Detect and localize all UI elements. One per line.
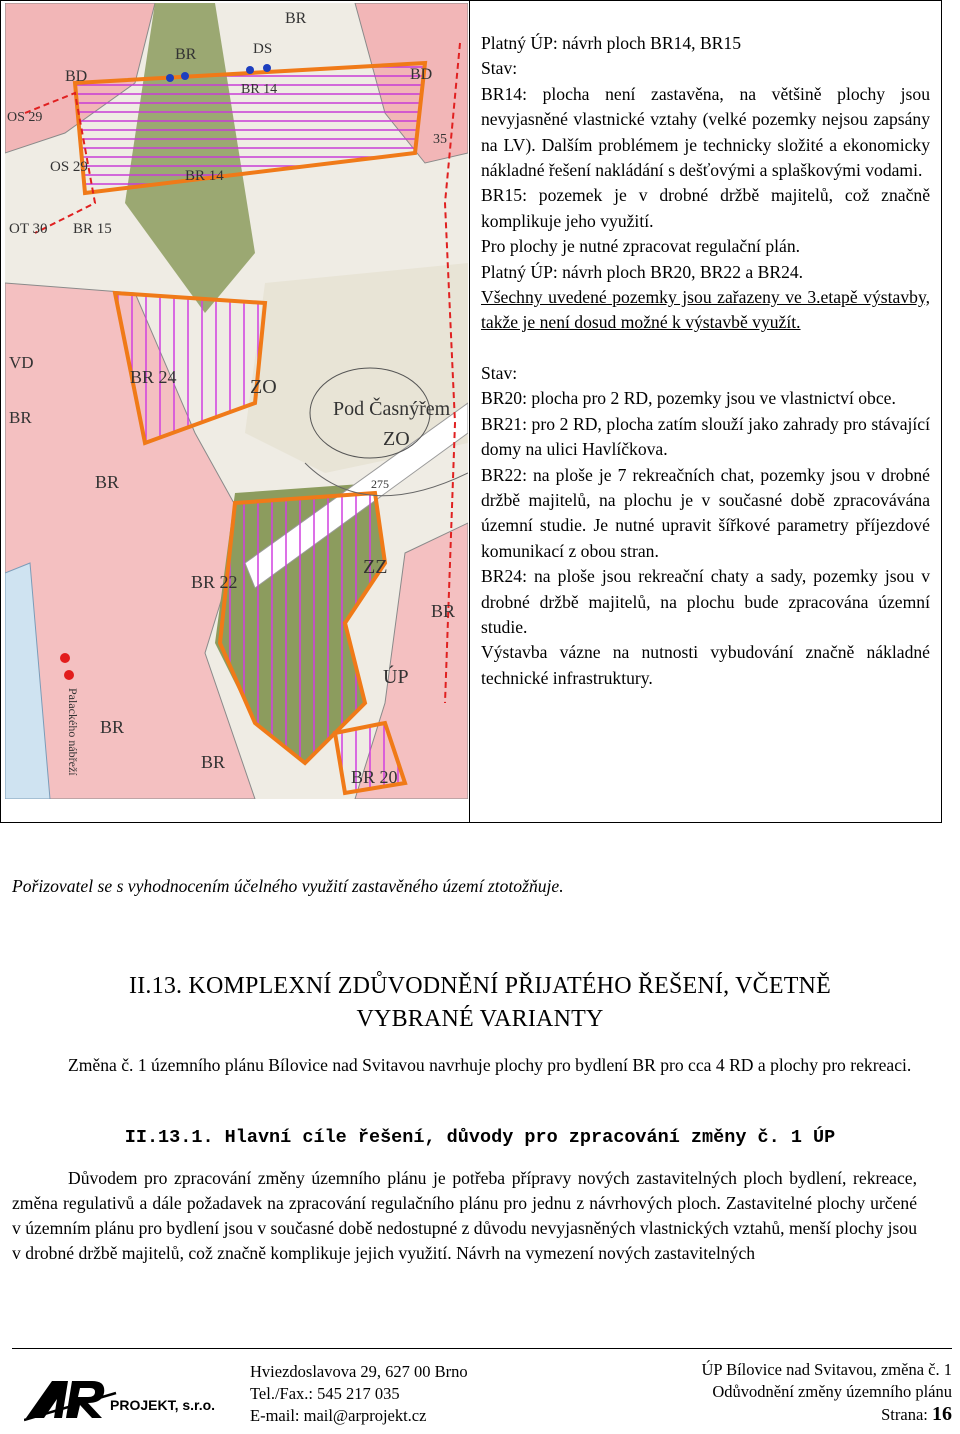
map-label-os: OS 29 <box>7 110 43 125</box>
conclusion-text: Pořizovatel se s vyhodnocením účelného využití zastavěného území ztotožňuje. <box>12 876 564 896</box>
map-label-zo: ZO <box>383 428 410 450</box>
paragraph: BR14: plocha není zastavěna, na většině plochy jsou nevyjasněné vlastnické vztahy (velké pozemky nejsou zapsány na LV). Dalším problémem je technicky složité a ekonomicky nákladné řešení nakládání s dešťovými a splaškovými vodami. <box>481 83 930 181</box>
paragraph: Výstavba vázne na nutnosti vybudování značně nákladné technické infrastruktury. <box>481 642 930 688</box>
section-heading-line: II.13. KOMPLEXNÍ ZDŮVODNĚNÍ PŘIJATÉHO ŘEŠENÍ, VČETNĚ <box>129 973 831 999</box>
paragraph: Stav: <box>481 362 518 383</box>
page-indicator <box>701 1403 952 1426</box>
paragraph: BR21: pro 2 RD, plocha zatím slouží jako zahrady pro stávající domy na ulici Havlíčkova. <box>481 413 930 460</box>
paragraph: Všechny uvedené pozemky jsou zařazeny ve 3.etapě výstavby, takže je není dosud možné k výstavbě využít. <box>481 287 930 333</box>
document-info <box>701 1359 952 1426</box>
description-text <box>481 31 930 691</box>
address: Hviezdoslavova 29, 627 00 Brno <box>250 1362 468 1381</box>
phone: Tel./Fax.: 545 217 035 <box>250 1384 400 1403</box>
paragraph: Stav: <box>481 58 518 79</box>
paragraph: Platný ÚP: návrh ploch BR20, BR22 a BR24. <box>481 261 804 282</box>
map-label-275: 275 <box>371 477 389 491</box>
table-divider <box>469 1 470 822</box>
map-label-br: BR <box>201 752 226 772</box>
map-label-br: BR <box>95 472 120 492</box>
page-label: Strana: <box>881 1405 928 1424</box>
map-label-vd: VD <box>9 353 34 372</box>
document-title: ÚP Bílovice nad Svitavou, změna č. 1 <box>701 1360 952 1379</box>
document-subtitle: Odůvodnění změny územního plánu <box>712 1382 952 1401</box>
page-footer <box>12 1348 952 1429</box>
logo-text: PROJEKT, s.r.o. <box>110 1397 216 1413</box>
section-heading <box>0 970 960 1036</box>
map-label-os: OS 29 <box>50 159 88 175</box>
map-label-zo: ZO <box>250 376 277 398</box>
map-label-br24: BR 24 <box>130 367 177 387</box>
map-label-br: BR <box>431 601 456 621</box>
email: E-mail: mail@arprojekt.cz <box>250 1406 427 1425</box>
map-label-ot30: OT 30 <box>9 221 48 237</box>
company-contact <box>250 1361 468 1427</box>
map-label-br15: BR 15 <box>73 221 112 237</box>
body-paragraph: Důvodem pro zpracování změny územního plánu je potřeba přípravy nových zastavitelných ploch bydlení, rekreace, změna regulativů a dále požadavek na zpracování regulačního plánu pro jednu z návrhových ploch. Zastavitelné plochy určené v územním plánu pro bydlení jsou v současné době nedostupné z důvodu nevyjasněných vlastnických vztahů, menší plochy jsou v drobné držbě majitelů, což značně komplikuje jejich využití. Návrh na vymezení nových zastavitelných <box>12 1168 917 1263</box>
map-label-bd: BD <box>410 66 433 83</box>
map-label-pod-casnyrem: Pod Časnýřem <box>333 398 451 420</box>
zoning-map <box>5 3 468 799</box>
zoning-map-graphic <box>5 3 468 799</box>
map-label-br: BR <box>175 46 197 63</box>
map-label-br14: BR 14 <box>241 82 278 97</box>
page-number: 16 <box>932 1403 952 1425</box>
map-label-br: BR <box>100 717 125 737</box>
paragraph: BR20: plocha pro 2 RD, pozemky jsou ve vlastnictví obce. <box>481 388 896 409</box>
paragraph: Pro plochy je nutné zpracovat regulační plán. <box>481 236 801 257</box>
map-label-bd: BD <box>65 68 88 85</box>
map-label-zz: ZZ <box>363 556 388 578</box>
map-label-ds: DS <box>253 41 273 57</box>
map-label-br: BR <box>9 408 32 427</box>
map-label-br14: BR 14 <box>185 168 224 184</box>
paragraph: BR15: pozemek je v drobné držbě majitelů, což značně komplikuje jeho využití. <box>481 185 930 231</box>
paragraph: Platný ÚP: návrh ploch BR14, BR15 <box>481 33 742 53</box>
intro-paragraph <box>12 1053 925 1078</box>
map-label-br20: BR 20 <box>351 767 398 787</box>
map-label-up: ÚP <box>383 666 409 688</box>
section-heading-line: VYBRANÉ VARIANTY <box>356 1006 604 1032</box>
subsection-heading: II.13.1. Hlavní cíle řešení, důvody pro zpracování změny č. 1 ÚP <box>124 1127 836 1148</box>
paragraph: BR22: na ploše je 7 rekreačních chat, pozemky jsou v drobné držbě majitelů, na plochu je v současné době zpracovávána územní studie. Je nutné upravit šířkové parametry příjezdové komunikací z obou stran. <box>481 464 930 561</box>
map-label-br22: BR 22 <box>191 572 238 592</box>
paragraph: BR24: na ploše jsou rekreační chaty a sady, pozemky jsou v drobné držbě majitelů, na plochu bude zpracována územní studie. <box>481 566 930 637</box>
map-label-br: BR <box>285 10 307 27</box>
map-label-street: Palackého nábřeží <box>66 688 80 776</box>
intro-text: Změna č. 1 územního plánu Bílovice nad Svitavou navrhuje plochy pro bydlení BR pro cca 4 RD a plochy pro rekreaci. <box>68 1055 912 1075</box>
map-label-35: 35 <box>433 132 447 147</box>
